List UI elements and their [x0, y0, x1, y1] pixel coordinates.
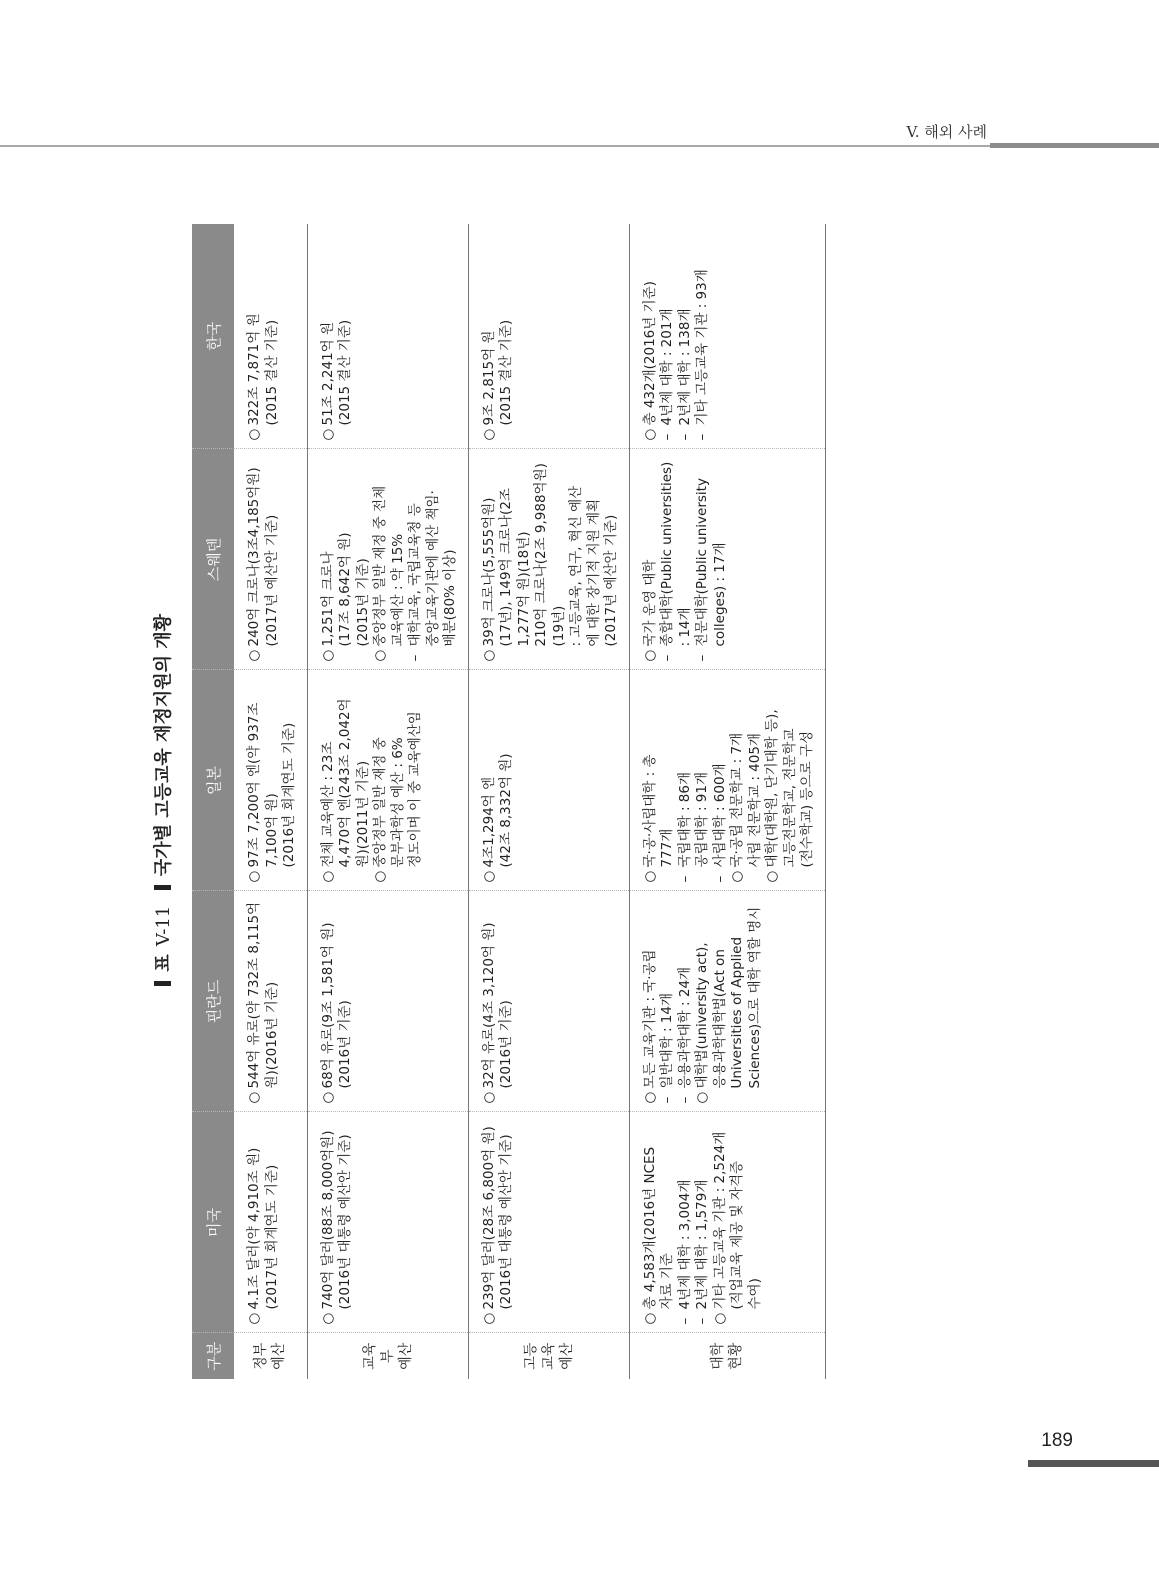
list-item [320, 677, 373, 883]
bullet-marker: ○ [480, 428, 497, 441]
item-text: 응용과학대학 : 24개 [676, 966, 693, 1089]
bullet-marker: – [659, 1096, 675, 1104]
list-item [642, 898, 660, 1104]
item-text: 4년제 대학 : 201개 [659, 308, 675, 426]
list-item [481, 230, 516, 441]
bullet-marker: ○ [641, 428, 658, 441]
column-header: 한국 [192, 224, 234, 449]
item-text: 68억 유로(9조 1,581억 원) (2016년 기준) [319, 922, 353, 1089]
item-text: 전체 교육예산 : 23조 4,470억 엔(243조 2,042억 원)(2011년 기준) [319, 698, 371, 868]
item-text: 322조 7,871억 원 (2015 결산 기준) [246, 313, 280, 426]
bullet-marker: – [711, 875, 728, 883]
bullet-marker: ○ [319, 649, 336, 662]
bullet-marker: ○ [246, 428, 262, 441]
bullet-marker: ○ [246, 1312, 262, 1325]
list-item [729, 677, 764, 883]
table-cell [234, 1112, 307, 1333]
bullet-marker: ○ [711, 1312, 728, 1325]
table-caption [150, 224, 178, 1379]
table-cell [629, 1112, 825, 1333]
bullet-marker: – [676, 1317, 693, 1325]
bullet-marker: ○ [480, 1091, 497, 1104]
table-cell [307, 670, 468, 891]
list-item [372, 456, 407, 662]
bullet-marker: ○ [246, 1091, 262, 1104]
bullet-marker: – [694, 1317, 710, 1325]
item-text: 중앙정부 일반 재정 중 문부과학성 예산 : 6% 정도이며 이 중 교육예산임 [372, 711, 423, 868]
list-item [246, 898, 281, 1104]
list-item [694, 230, 712, 441]
row-label: 정부 예산 [234, 1333, 307, 1379]
bullet-marker: ○ [480, 649, 497, 662]
item-text: 4년제 대학 : 3,004개 [676, 1179, 693, 1310]
bullet-marker: – [694, 654, 710, 662]
item-text: 국·공립 전문학교 : 7개 사립 전문학교 : 405개 [729, 732, 763, 868]
list-item [246, 1119, 281, 1325]
list-item [764, 677, 817, 883]
table-cell [468, 670, 629, 891]
bullet-marker: ○ [729, 870, 745, 883]
caption-bar-left [154, 981, 171, 986]
bullet-marker: – [407, 654, 423, 662]
table-row [468, 224, 629, 1379]
caption-prefix: 표 [153, 954, 174, 972]
item-text: 대학(대학원, 단기대학 등), 고등전문학교, 전문학교 (전수학교) 등으로 구성 [764, 709, 815, 868]
table-cell [307, 891, 468, 1112]
list-item [246, 456, 281, 662]
item-text: 97조 7,200억 엔(약 937조 7,100억 원) (2016년 회계연도 기준) [246, 702, 297, 868]
column-header: 일본 [192, 670, 234, 891]
list-item [246, 677, 299, 883]
item-text: 총 4,583개(2016년 NCES 자료 기준 [641, 1146, 675, 1310]
list-item [712, 1119, 765, 1325]
list-item [320, 230, 355, 441]
item-text: 사립대학 : 600개 [711, 763, 728, 868]
comparison-table [192, 224, 826, 1379]
bullet-marker: ○ [641, 1312, 658, 1325]
table-cell [307, 449, 468, 670]
table-cell [234, 449, 307, 670]
list-item [642, 677, 677, 883]
table-cell [468, 891, 629, 1112]
table-cell [234, 224, 307, 449]
bullet-marker: ○ [764, 870, 780, 883]
list-item [694, 898, 764, 1104]
table-row [629, 224, 825, 1379]
table-cell [468, 1112, 629, 1333]
table-cell [307, 224, 468, 449]
table-cell [468, 449, 629, 670]
item-text: 9조 2,815억 원 (2015 결산 기준) [480, 319, 514, 426]
bullet-marker: ○ [372, 649, 388, 662]
bullet-marker: – [659, 654, 675, 662]
bullet-marker: ○ [480, 1312, 497, 1325]
item-text: 4조1,294억 엔 (42조 8,332억 원) [480, 753, 514, 868]
table-row [307, 224, 468, 1379]
item-text: 대학법(university act), 응용과학대학법(Act on Universities of Applied Sciences)으로 대학 역할 명시 [694, 906, 763, 1089]
bullet-marker: ○ [246, 649, 262, 662]
table-cell [234, 891, 307, 1112]
item-text: 기타 고등교육 기관 : 93개 [694, 269, 710, 426]
bullet-marker: ○ [641, 870, 658, 883]
item-text: 1,251억 크로나 (17조 8,642억 원) (2015년 기준) [319, 532, 371, 647]
bullet-marker: – [694, 433, 710, 441]
bullet-marker: – [659, 433, 675, 441]
running-header: V. 해외 사례 [906, 123, 987, 141]
item-text: 239억 달러(28조 6,800억 원) (2016년 대통령 예산안 기준) [480, 1126, 514, 1310]
list-item [712, 677, 730, 883]
list-item [659, 230, 677, 441]
list-item [642, 1119, 677, 1325]
item-text: 544억 유로(약 732조 8,115억 원)(2016년 기준) [246, 901, 280, 1089]
item-text: 종합대학(Public universities) : 14개 [659, 461, 693, 647]
rotated-table-block [150, 224, 965, 1379]
caption-bar-right [154, 885, 171, 890]
item-text: 2년제 대학 : 1,579개 [694, 1179, 710, 1310]
bullet-marker: ○ [641, 1091, 658, 1104]
list-item [372, 677, 425, 883]
table-cell [307, 1112, 468, 1333]
bullet-marker: ○ [372, 870, 388, 883]
list-item [407, 456, 460, 662]
list-item [246, 230, 281, 441]
list-item [481, 1119, 516, 1325]
bullet-marker: ○ [480, 870, 497, 883]
item-text: 대학교육, 국립교육청 등 중앙교육기관에 예산 책임· 배분(80% 이상) [407, 490, 458, 647]
item-text: 32억 유로(4조 3,120억 원) (2016년 기준) [480, 922, 514, 1089]
list-item [320, 456, 373, 662]
list-item [677, 1119, 695, 1325]
item-text: 전문대학(Public university colleges) : 17개 [694, 478, 728, 647]
row-label: 고등 교육 예산 [468, 1333, 629, 1379]
row-label: 교육 부 예산 [307, 1333, 468, 1379]
list-item [320, 1119, 355, 1325]
item-text: 기타 고등교육 기관 : 2,524개 (직업교육 제공 및 자격증 수여) [711, 1131, 763, 1310]
list-item [659, 456, 694, 662]
column-header: 핀란드 [192, 891, 234, 1112]
table-row [234, 224, 307, 1379]
bullet-marker: – [676, 1096, 693, 1104]
page-number: 189 [1041, 1430, 1073, 1451]
list-item [677, 230, 695, 441]
item-text: 39억 크로나(5,555억원) (17년), 149억 크로나(2조 1,277억 원)(18년) 210억 크로나(2조 9,988억원) (19년) : 고등교육, 연구, 혁신 예산 에 대한 장기적 지원 계획 (2017년 예산안 기준) [480, 463, 619, 647]
item-text: 중앙정부 일반 재정 중 전체 교육예산 : 약 15% [372, 485, 406, 647]
list-item [677, 898, 695, 1104]
column-header: 스웨덴 [192, 449, 234, 670]
list-item [677, 677, 712, 883]
column-header: 미국 [192, 1112, 234, 1333]
table-cell [629, 224, 825, 449]
list-item [642, 456, 660, 662]
list-item [481, 898, 516, 1104]
bullet-marker: ○ [319, 1312, 336, 1325]
bullet-marker: ○ [319, 870, 336, 883]
header-rule [0, 145, 1159, 147]
bullet-marker: ○ [319, 428, 336, 441]
column-header: 구분 [192, 1333, 234, 1379]
table-cell [468, 224, 629, 449]
bullet-marker: ○ [694, 1091, 710, 1104]
item-text: 740억 달러(88조 8,000억원) (2016년 대통령 예산안 기준) [319, 1130, 353, 1310]
table-cell [629, 449, 825, 670]
row-label: 대학 현황 [629, 1333, 825, 1379]
caption-number: V-11 [153, 905, 174, 947]
item-text: 240억 크로나(3조4,185억원) (2017년 예산안 기준) [246, 467, 280, 647]
list-item [481, 677, 516, 883]
list-item [642, 230, 660, 441]
table-cell [629, 670, 825, 891]
item-text: 총 432개(2016년 기준) [641, 281, 658, 426]
bullet-marker: ○ [246, 870, 262, 883]
item-text: 일반대학 : 14개 [659, 992, 675, 1089]
list-item [481, 456, 621, 662]
footer-rule [1028, 1460, 1159, 1467]
table-cell [234, 670, 307, 891]
table-header-row [192, 224, 234, 1379]
item-text: 국립대학 : 86개 공립대학 : 91개 [676, 771, 710, 868]
bullet-marker: – [676, 875, 693, 883]
bullet-marker: ○ [641, 649, 658, 662]
list-item [694, 1119, 712, 1325]
header-rule-accent [990, 143, 1159, 148]
table-cell [629, 891, 825, 1112]
item-text: 2년제 대학 : 138개 [676, 308, 693, 426]
list-item [320, 898, 355, 1104]
list-item [694, 456, 729, 662]
item-text: 국·공·사립대학 : 총 777개 [641, 754, 675, 868]
item-text: 모든 교육기관 : 국·공립 [641, 949, 658, 1089]
caption-title: 국가별 고등교육 재정지원의 개황 [153, 613, 174, 877]
item-text: 국가 운영 대학 [641, 559, 658, 647]
bullet-marker: – [676, 433, 693, 441]
item-text: 4.1조 달러(약 4,910조 원) (2017년 회계연도 기준) [246, 1147, 280, 1310]
item-text: 51조 2,241억 원 (2015 결산 기준) [319, 319, 353, 426]
bullet-marker: ○ [319, 1091, 336, 1104]
list-item [659, 898, 677, 1104]
